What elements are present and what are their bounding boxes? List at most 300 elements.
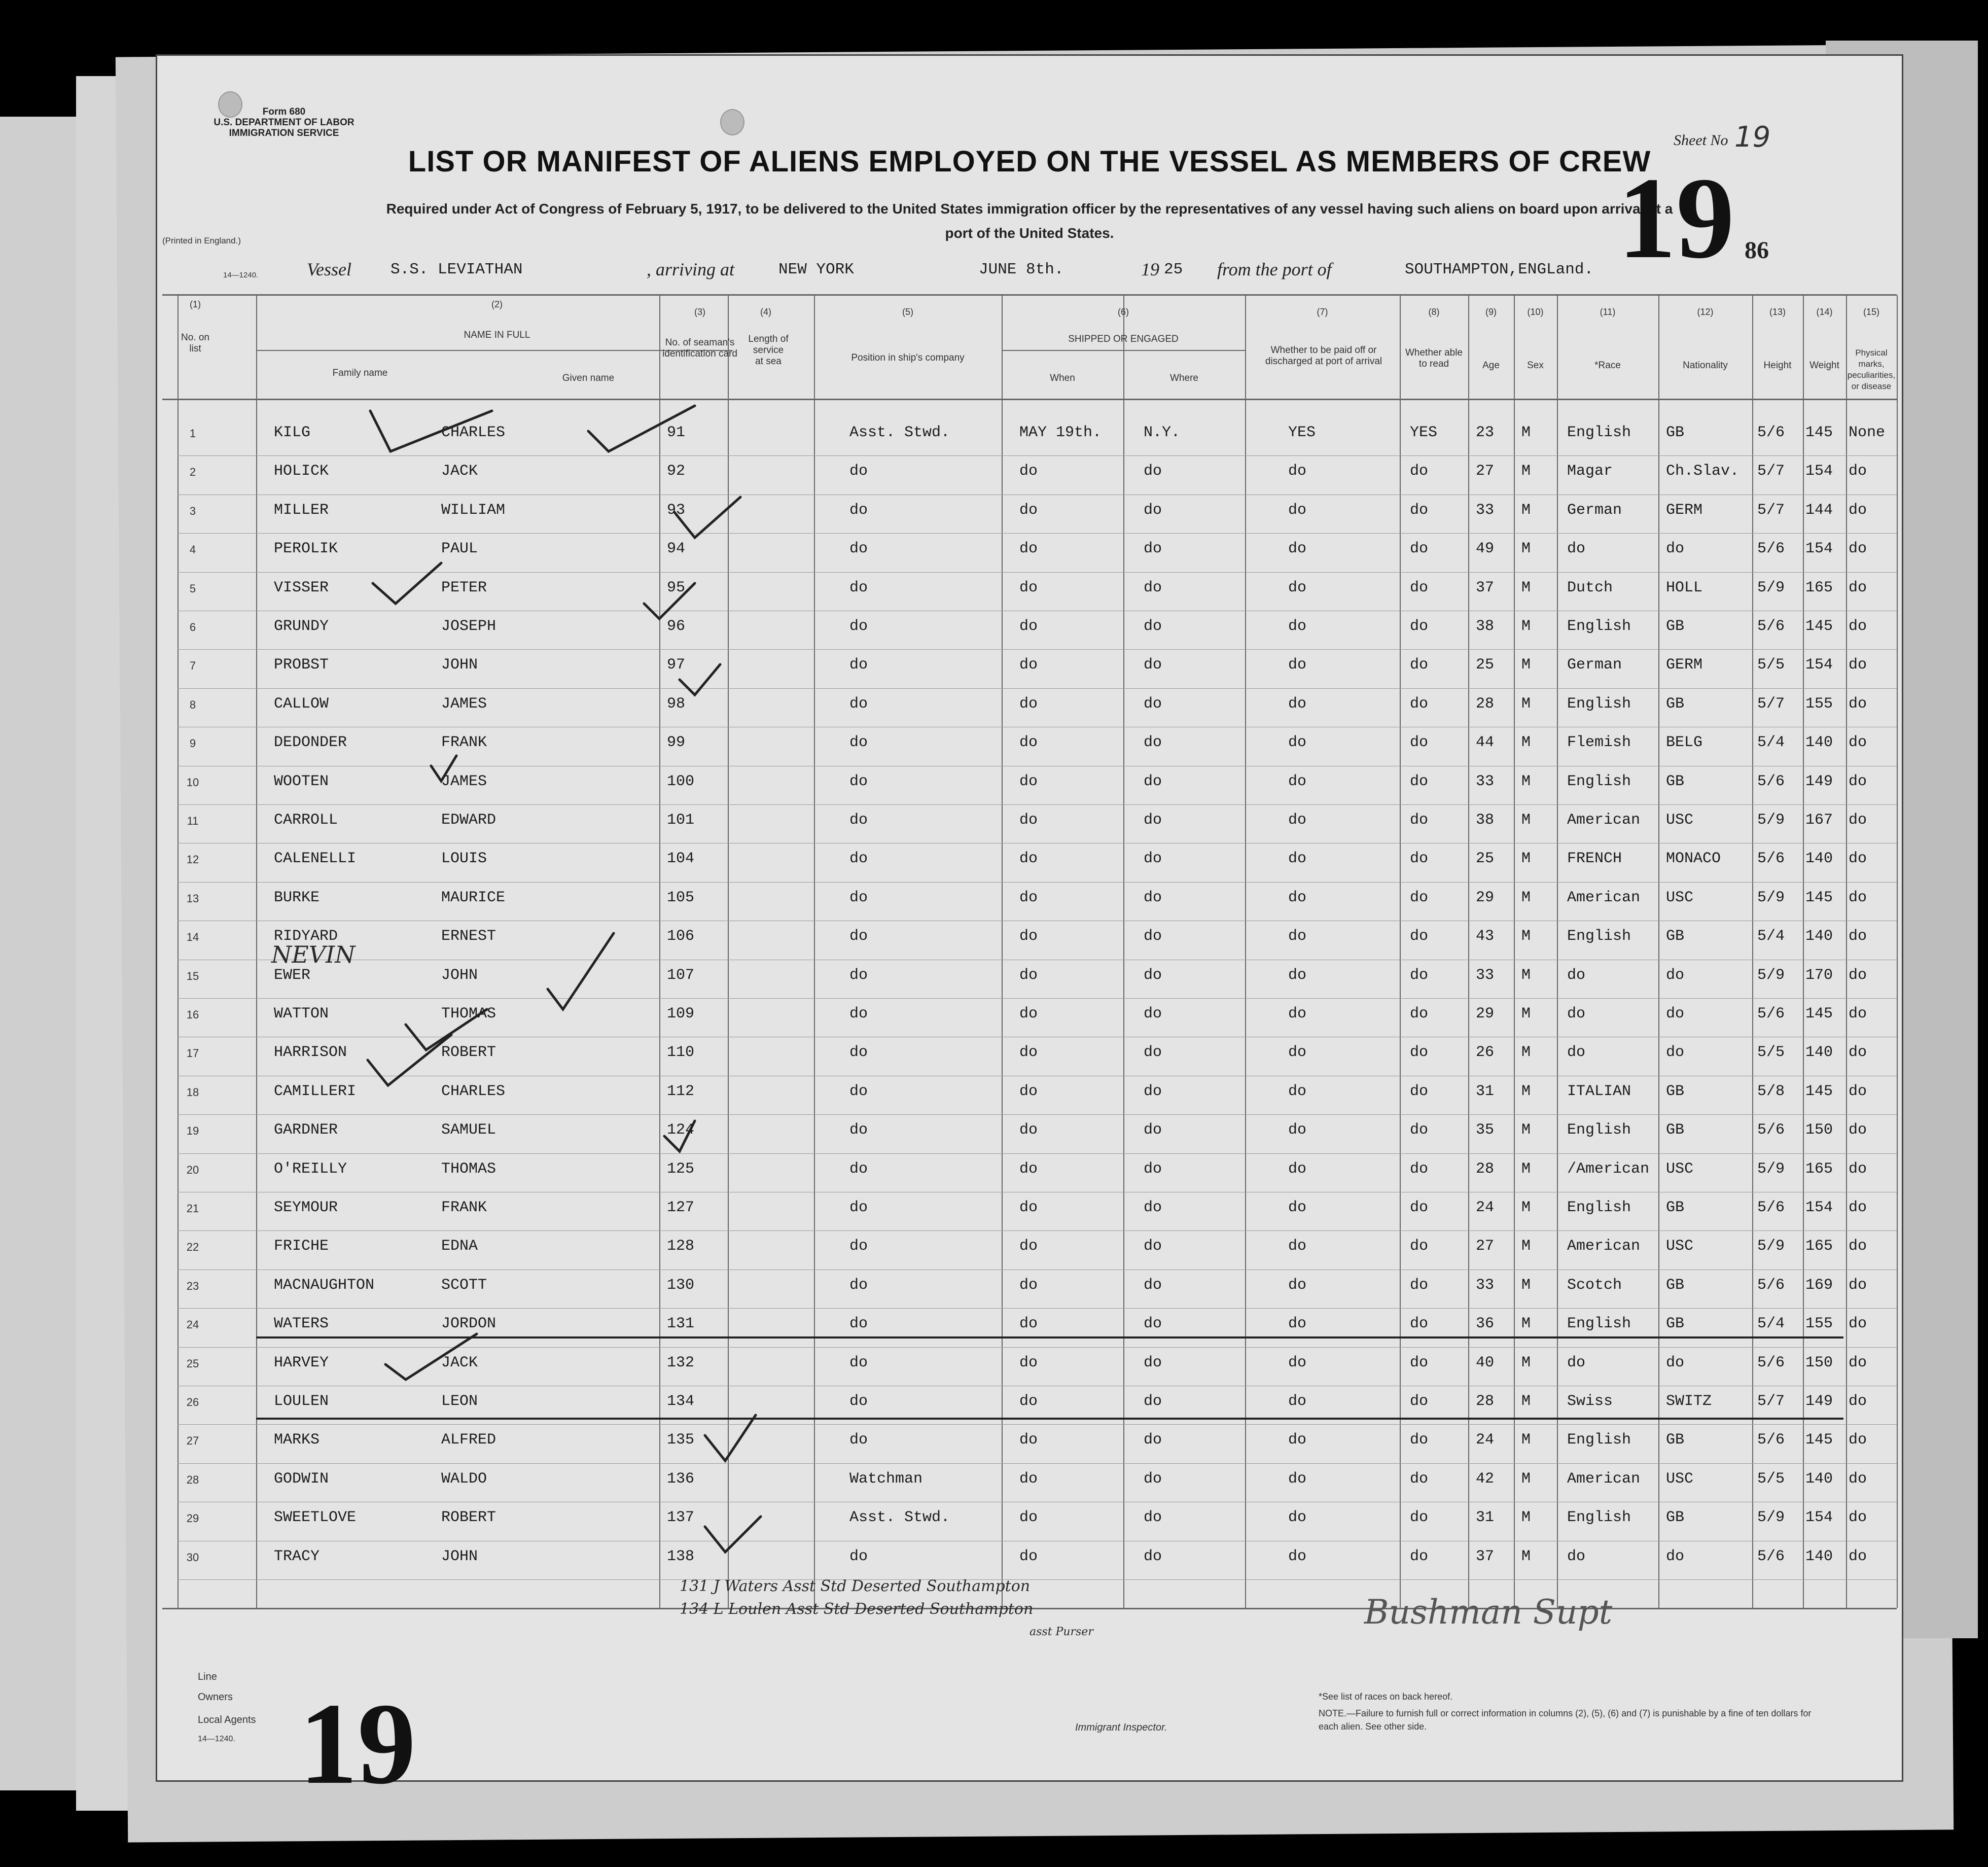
cell-sex: M	[1521, 734, 1531, 752]
cell-position: do	[849, 1005, 868, 1023]
cell-no: 3	[189, 504, 196, 517]
footer-owners-label: Owners	[198, 1692, 233, 1703]
cell-sex: M	[1521, 618, 1531, 635]
cell-given: JOHN	[441, 1547, 478, 1565]
cell-card: 138	[667, 1547, 695, 1565]
cell-where: do	[1144, 1276, 1162, 1294]
sheet-stamp-number: 19	[1618, 153, 1734, 283]
cell-given: ROBERT	[441, 1509, 496, 1527]
cell-family: TRACY	[274, 1547, 320, 1565]
cell-position: do	[849, 1547, 868, 1565]
cell-race: ITALIAN	[1567, 1082, 1631, 1100]
cell-read: do	[1410, 812, 1429, 829]
cell-weight: 165	[1805, 1238, 1833, 1255]
cell-given: FRANK	[441, 1199, 487, 1216]
cell-marks: do	[1849, 928, 1867, 945]
cell-when: do	[1019, 734, 1038, 752]
cell-race: do	[1567, 1547, 1586, 1565]
cell-position: do	[849, 1393, 868, 1410]
cell-read: do	[1410, 928, 1429, 945]
cell-where: do	[1144, 928, 1162, 945]
cell-when: do	[1019, 656, 1038, 674]
cell-weight: 155	[1805, 1315, 1833, 1333]
cell-family: GODWIN	[274, 1470, 329, 1488]
cell-card: 127	[667, 1199, 695, 1216]
cell-height: 5/5	[1757, 1470, 1785, 1488]
col-6-number: (6)	[1118, 307, 1129, 317]
check-mark-icon	[664, 1121, 695, 1151]
cell-family: CAMILLERI	[274, 1082, 357, 1100]
cell-card: 136	[667, 1470, 695, 1488]
cell-sex: M	[1521, 695, 1531, 713]
cell-read: do	[1410, 579, 1429, 596]
cell-family: SEYMOUR	[274, 1199, 338, 1216]
cell-read: YES	[1410, 424, 1438, 441]
check-mark-icon	[705, 1517, 761, 1552]
cell-read: do	[1410, 1005, 1429, 1023]
cell-when: do	[1019, 772, 1038, 790]
col-4-number: (4)	[760, 307, 771, 317]
cell-family: PEROLIK	[274, 540, 338, 558]
cell-position: do	[849, 1238, 868, 1255]
cell-nat: GB	[1666, 424, 1685, 441]
cell-height: 5/9	[1757, 966, 1785, 984]
cell-family: BURKE	[274, 889, 320, 906]
cell-height: 5/6	[1757, 772, 1785, 790]
cell-race: Dutch	[1567, 579, 1613, 596]
cell-paid: do	[1288, 1276, 1307, 1294]
cell-height: 5/4	[1757, 1315, 1785, 1333]
cell-where: do	[1144, 618, 1162, 635]
cell-marks: do	[1849, 618, 1867, 635]
cell-paid: do	[1288, 1547, 1307, 1565]
cell-marks: do	[1849, 812, 1867, 829]
cell-read: do	[1410, 966, 1429, 984]
cell-where: do	[1144, 850, 1162, 868]
cell-paid: do	[1288, 1005, 1307, 1023]
footer-penalty-note: NOTE.—Failure to furnish full or correct information in columns (2), (5), (6) and (7) is punishable by a fine of ten dollars for each alien. See other side.	[1319, 1708, 1812, 1732]
cell-position: do	[849, 1276, 868, 1294]
cell-read: do	[1410, 463, 1429, 480]
col-14-number: (14)	[1816, 307, 1833, 317]
check-mark-icon	[373, 563, 441, 604]
cell-given: WALDO	[441, 1470, 487, 1488]
cell-paid: do	[1288, 618, 1307, 635]
cell-nat: SWITZ	[1666, 1393, 1712, 1410]
cell-race: German	[1567, 656, 1622, 674]
handwritten-nevin: NEVIN	[271, 941, 356, 968]
cell-read: do	[1410, 1509, 1429, 1527]
cell-sex: M	[1521, 928, 1531, 945]
cell-paid: do	[1288, 1431, 1307, 1449]
cell-family: WATERS	[274, 1315, 329, 1333]
cell-height: 5/6	[1757, 540, 1785, 558]
cell-age: 38	[1476, 812, 1495, 829]
cell-no: 5	[189, 582, 196, 595]
from-port-label: from the port of	[1217, 259, 1332, 279]
cell-age: 40	[1476, 1354, 1495, 1371]
cell-weight: 149	[1805, 772, 1833, 790]
cell-height: 5/6	[1757, 1005, 1785, 1023]
cell-marks: do	[1849, 1509, 1867, 1527]
cell-marks: do	[1849, 966, 1867, 984]
cell-no: 28	[186, 1473, 199, 1486]
cell-given: JACK	[441, 1354, 478, 1371]
footer-stamp-number: 19	[299, 1679, 416, 1808]
col-10-number: (10)	[1527, 307, 1544, 317]
cell-position: do	[849, 1044, 868, 1062]
cell-when: do	[1019, 1470, 1038, 1488]
cell-no: 15	[186, 969, 199, 982]
cell-no: 1	[189, 427, 196, 440]
cell-family: LOULEN	[274, 1393, 329, 1410]
cell-no: 10	[186, 776, 199, 789]
cell-position: do	[849, 579, 868, 596]
cell-weight: 150	[1805, 1354, 1833, 1371]
cell-weight: 154	[1805, 463, 1833, 480]
cell-where: do	[1144, 1121, 1162, 1139]
cell-race: German	[1567, 501, 1622, 519]
cell-family: FRICHE	[274, 1238, 329, 1255]
cell-given: THOMAS	[441, 1160, 496, 1178]
cell-age: 49	[1476, 540, 1495, 558]
cell-sex: M	[1521, 463, 1531, 480]
cell-weight: 155	[1805, 695, 1833, 713]
cell-no: 14	[186, 931, 199, 944]
cell-read: do	[1410, 656, 1429, 674]
cell-card: 101	[667, 812, 695, 829]
cell-where: do	[1144, 1315, 1162, 1333]
cell-read: do	[1410, 772, 1429, 790]
cell-where: do	[1144, 1547, 1162, 1565]
cell-weight: 165	[1805, 579, 1833, 596]
cell-nat: USC	[1666, 1238, 1694, 1255]
cell-given: THOMAS	[441, 1005, 496, 1023]
cell-given: JAMES	[441, 772, 487, 790]
cell-no: 16	[186, 1008, 199, 1021]
cell-marks: do	[1849, 1238, 1867, 1255]
cell-height: 5/7	[1757, 501, 1785, 519]
cell-given: LOUIS	[441, 850, 487, 868]
cell-card: 100	[667, 772, 695, 790]
cell-nat: GB	[1666, 1509, 1685, 1527]
cell-read: do	[1410, 540, 1429, 558]
cell-marks: None	[1849, 424, 1886, 441]
col-2-number: (2)	[491, 299, 503, 309]
cell-race: FRENCH	[1567, 850, 1622, 868]
arrival-port: NEW YORK	[778, 261, 854, 278]
cell-height: 5/7	[1757, 463, 1785, 480]
cell-nat: do	[1666, 966, 1685, 984]
cell-family: WOOTEN	[274, 772, 329, 790]
cell-marks: do	[1849, 1044, 1867, 1062]
cell-given: FRANK	[441, 734, 487, 752]
cell-nat: GB	[1666, 1121, 1685, 1139]
cell-no: 9	[189, 737, 196, 750]
cell-race: English	[1567, 1199, 1631, 1216]
cell-no: 24	[186, 1318, 199, 1331]
cell-paid: do	[1288, 1199, 1307, 1216]
sheet-number-value: 19	[1734, 121, 1771, 154]
cell-marks: do	[1849, 1470, 1867, 1488]
cell-family: GARDNER	[274, 1121, 338, 1139]
cell-sex: M	[1521, 1393, 1531, 1410]
cell-position: do	[849, 966, 868, 984]
check-mark-icon	[680, 664, 720, 695]
cell-height: 5/7	[1757, 1393, 1785, 1410]
cell-when: do	[1019, 579, 1038, 596]
cell-weight: 145	[1805, 1005, 1833, 1023]
cell-age: 23	[1476, 424, 1495, 441]
cell-race: /American	[1567, 1160, 1650, 1178]
cell-no: 27	[186, 1434, 199, 1448]
cell-family: GRUNDY	[274, 618, 329, 635]
cell-nat: GB	[1666, 1431, 1685, 1449]
cell-sex: M	[1521, 1354, 1531, 1371]
cell-card: 110	[667, 1044, 695, 1062]
cell-race: English	[1567, 928, 1631, 945]
col-14-header: Weight	[1809, 360, 1839, 371]
cell-race: English	[1567, 772, 1631, 790]
cell-sex: M	[1521, 1315, 1531, 1333]
signature-purser: asst Purser	[1030, 1626, 1093, 1638]
cell-sex: M	[1521, 1509, 1531, 1527]
cell-read: do	[1410, 1238, 1429, 1255]
check-mark-icon	[548, 933, 614, 1009]
cell-no: 19	[186, 1124, 199, 1138]
cell-paid: do	[1288, 540, 1307, 558]
cell-card: 93	[667, 501, 686, 519]
cell-weight: 154	[1805, 656, 1833, 674]
cell-family: VISSER	[274, 579, 329, 596]
cell-age: 29	[1476, 1005, 1495, 1023]
col-7-number: (7)	[1317, 307, 1328, 317]
cell-family: HARRISON	[274, 1044, 347, 1062]
cell-position: do	[849, 501, 868, 519]
cell-read: do	[1410, 1276, 1429, 1294]
cell-card: 128	[667, 1238, 695, 1255]
cell-height: 5/9	[1757, 889, 1785, 906]
cell-race: English	[1567, 1431, 1631, 1449]
cell-no: 26	[186, 1396, 199, 1408]
cell-age: 24	[1476, 1199, 1495, 1216]
cell-marks: do	[1849, 579, 1867, 596]
cell-no: 22	[186, 1241, 199, 1254]
col-12-header: Nationality	[1683, 360, 1728, 371]
col-9-header: Age	[1482, 360, 1500, 371]
cell-race: do	[1567, 1044, 1586, 1062]
cell-family: CALLOW	[274, 695, 329, 713]
department-name: U.S. DEPARTMENT OF LABOR	[214, 117, 354, 128]
cell-age: 43	[1476, 928, 1495, 945]
vessel-label: Vessel	[307, 259, 351, 279]
cell-where: do	[1144, 1393, 1162, 1410]
year-suffix: 25	[1164, 261, 1183, 278]
cell-card: 104	[667, 850, 695, 868]
cell-race: do	[1567, 1005, 1586, 1023]
cell-race: English	[1567, 618, 1631, 635]
cell-given: JOHN	[441, 966, 478, 984]
form-number: Form 680	[262, 107, 306, 117]
cell-nat: GB	[1666, 1315, 1685, 1333]
cell-age: 27	[1476, 1238, 1495, 1255]
col-6-header: SHIPPED OR ENGAGED	[1068, 334, 1179, 344]
cell-given: EDWARD	[441, 812, 496, 829]
cell-position: do	[849, 463, 868, 480]
cell-weight: 154	[1805, 1199, 1833, 1216]
cell-card: 125	[667, 1160, 695, 1178]
cell-race: Magar	[1567, 463, 1613, 480]
cell-age: 44	[1476, 734, 1495, 752]
cell-height: 5/8	[1757, 1082, 1785, 1100]
cell-nat: HOLL	[1666, 579, 1703, 596]
cell-card: 99	[667, 734, 686, 752]
check-marks	[157, 56, 1902, 1780]
cell-position: do	[849, 1354, 868, 1371]
cell-height: 5/7	[1757, 695, 1785, 713]
cell-card: 107	[667, 966, 695, 984]
col-2b-header: Given name	[562, 373, 615, 383]
cell-card: 124	[667, 1121, 695, 1139]
cell-given: ALFRED	[441, 1431, 496, 1449]
cell-when: do	[1019, 1082, 1038, 1100]
cell-where: do	[1144, 1431, 1162, 1449]
cell-sex: M	[1521, 424, 1531, 441]
cell-race: American	[1567, 812, 1641, 829]
cell-weight: 154	[1805, 1509, 1833, 1527]
cell-weight: 165	[1805, 1160, 1833, 1178]
cell-race: English	[1567, 1509, 1631, 1527]
cell-family: MILLER	[274, 501, 329, 519]
cell-given: JOSEPH	[441, 618, 496, 635]
cell-age: 38	[1476, 618, 1495, 635]
cell-no: 7	[189, 659, 196, 673]
cell-race: do	[1567, 540, 1586, 558]
cell-paid: do	[1288, 772, 1307, 790]
cell-height: 5/9	[1757, 1160, 1785, 1178]
cell-card: 135	[667, 1431, 695, 1449]
cell-sex: M	[1521, 579, 1531, 596]
cell-sex: M	[1521, 1199, 1531, 1216]
cell-read: do	[1410, 1082, 1429, 1100]
cell-height: 5/6	[1757, 1431, 1785, 1449]
cell-read: do	[1410, 889, 1429, 906]
cell-position: do	[849, 618, 868, 635]
cell-nat: GB	[1666, 695, 1685, 713]
col-8-header: Whether able to read	[1405, 347, 1463, 369]
cell-marks: do	[1849, 695, 1867, 713]
cell-age: 33	[1476, 501, 1495, 519]
cell-paid: do	[1288, 1393, 1307, 1410]
cell-age: 33	[1476, 1276, 1495, 1294]
cell-sex: M	[1521, 1044, 1531, 1062]
cell-read: do	[1410, 695, 1429, 713]
cell-given: JORDON	[441, 1315, 496, 1333]
handwritten-note-2: 134 L Loulen Asst Std Deserted Southampton	[680, 1600, 1034, 1618]
cell-where: N.Y.	[1144, 424, 1181, 441]
cell-height: 5/6	[1757, 1547, 1785, 1565]
check-mark-icon	[674, 497, 740, 538]
cell-marks: do	[1849, 1547, 1867, 1565]
cell-when: do	[1019, 1238, 1038, 1255]
cell-nat: do	[1666, 540, 1685, 558]
cell-nat: USC	[1666, 1470, 1694, 1488]
cell-race: English	[1567, 424, 1631, 441]
cell-marks: do	[1849, 850, 1867, 868]
cell-sex: M	[1521, 1431, 1531, 1449]
cell-given: PETER	[441, 579, 487, 596]
col-6b-header: Where	[1170, 373, 1198, 383]
col-1-header: No. on list	[181, 332, 209, 354]
cell-given: SAMUEL	[441, 1121, 496, 1139]
cell-nat: GERM	[1666, 501, 1703, 519]
col-2-header: NAME IN FULL	[464, 330, 530, 340]
cell-where: do	[1144, 501, 1162, 519]
footer-races-note: *See list of races on back hereof.	[1319, 1692, 1453, 1702]
cell-given: CHARLES	[441, 1082, 506, 1100]
cell-read: do	[1410, 734, 1429, 752]
cell-where: do	[1144, 579, 1162, 596]
col-6a-header: When	[1050, 373, 1075, 383]
cell-family: O'REILLY	[274, 1160, 347, 1178]
cell-age: 25	[1476, 850, 1495, 868]
cell-when: do	[1019, 1044, 1038, 1062]
check-mark-icon	[705, 1415, 756, 1461]
cell-where: do	[1144, 734, 1162, 752]
cell-race: do	[1567, 966, 1586, 984]
cell-no: 18	[186, 1085, 199, 1099]
cell-no: 2	[189, 466, 196, 479]
cell-age: 42	[1476, 1470, 1495, 1488]
cell-card: 95	[667, 579, 686, 596]
cell-height: 5/9	[1757, 812, 1785, 829]
departure-port: SOUTHAMPTON,ENGLand.	[1405, 261, 1594, 278]
cell-age: 37	[1476, 1547, 1495, 1565]
cell-family: EWER	[274, 966, 311, 984]
cell-read: do	[1410, 1121, 1429, 1139]
cell-when: do	[1019, 928, 1038, 945]
cell-position: Asst. Stwd.	[849, 1509, 950, 1527]
cell-when: do	[1019, 1509, 1038, 1527]
cell-family: CARROLL	[274, 812, 338, 829]
cell-marks: do	[1849, 1315, 1867, 1333]
cell-family: MACNAUGHTON	[274, 1276, 375, 1294]
check-mark-icon	[431, 756, 456, 781]
cell-paid: do	[1288, 579, 1307, 596]
service-name: IMMIGRATION SERVICE	[229, 128, 339, 138]
cell-when: do	[1019, 1315, 1038, 1333]
cell-given: MAURICE	[441, 889, 506, 906]
cell-age: 27	[1476, 463, 1495, 480]
cell-position: do	[849, 1315, 868, 1333]
col-5-number: (5)	[902, 307, 913, 317]
cell-when: do	[1019, 1393, 1038, 1410]
year-prefix: 19	[1141, 259, 1159, 279]
cell-when: do	[1019, 850, 1038, 868]
cell-read: do	[1410, 1470, 1429, 1488]
cell-sex: M	[1521, 850, 1531, 868]
cell-marks: do	[1849, 1160, 1867, 1178]
col-3-header: No. of seaman's identification card	[662, 337, 737, 359]
cell-nat: GB	[1666, 1199, 1685, 1216]
cell-nat: USC	[1666, 1160, 1694, 1178]
cell-given: ROBERT	[441, 1044, 496, 1062]
cell-race: American	[1567, 889, 1641, 906]
cell-height: 5/6	[1757, 1354, 1785, 1371]
cell-where: do	[1144, 695, 1162, 713]
cell-paid: YES	[1288, 424, 1316, 441]
cell-nat: do	[1666, 1044, 1685, 1062]
